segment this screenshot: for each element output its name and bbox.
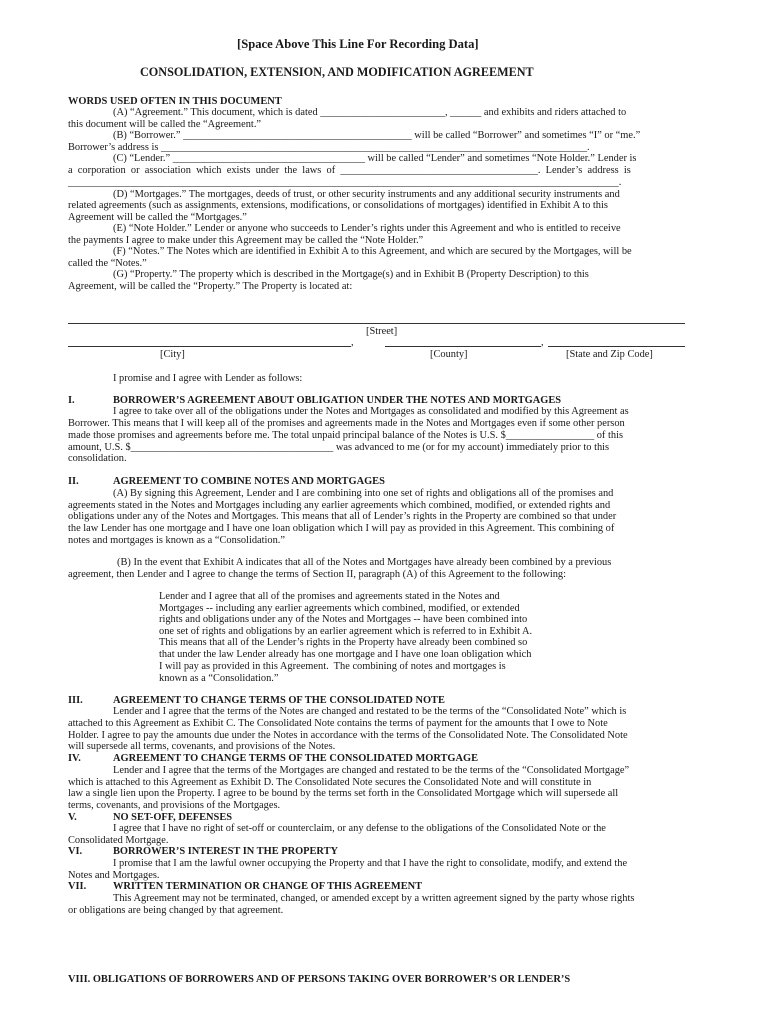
section-4-text: which is attached to this Agreement as Exhibit D. The Consolidated Note secures the Consolidated Note and will constitute in	[68, 777, 592, 788]
section-2b-quote: This means that all of the Lender’s rights in the Property have already been combined so	[159, 637, 528, 648]
section-2b-quote: Lender and I agree that all of the promises and agreements stated in the Notes and	[159, 591, 500, 602]
section-2a-text: obligations under any of the Notes and Mortgages. This means that all of Lender’s rights in the Property are combined so that under	[68, 511, 617, 522]
def-lender-laws: a corporation or association which exists under the laws of ______________________________________. Lender’s address is	[68, 165, 631, 176]
def-mortgages-cont2: Agreement will be called the “Mortgages.”	[68, 212, 247, 223]
section-2a-text: notes and mortgages is known as a “Consolidation.”	[68, 535, 286, 546]
section-3-text: Lender and I agree that the terms of the Notes are changed and restated to be the terms of the “Consolidated Note” which is	[113, 706, 627, 717]
city-label: [City]	[160, 349, 185, 360]
def-notes-cont: called the “Notes.”	[68, 258, 147, 269]
street-line	[68, 323, 685, 324]
def-note-holder-cont: the payments I agree to make under this Agreement may be called the “Note Holder.”	[68, 235, 424, 246]
def-borrower-address: Borrower’s address is __________________________________________________________________________________.	[68, 142, 590, 153]
section-2b-text: (B) In the event that Exhibit A indicates that all of the Notes and Mortgages have already been combined by a previous	[117, 557, 612, 568]
promise-text: I promise and I agree with Lender as follows:	[113, 373, 303, 384]
section-5-text: Consolidated Mortgage.	[68, 835, 169, 846]
def-borrower: (B) “Borrower.” ____________________________________________ will be called “Borrower” and sometimes “I” or “me.”	[113, 130, 641, 141]
section-2-number: II.	[68, 476, 79, 487]
section-2-title: AGREEMENT TO COMBINE NOTES AND MORTGAGES	[113, 476, 385, 487]
section-1-text: amount, U.S. $_______________________________________ was advanced to me (or for my account) immediately prior to this	[68, 442, 610, 453]
section-7-number: VII.	[68, 881, 87, 892]
section-2b-quote: one set of rights and obligations by an earlier agreement which is referred to in Exhibit A.	[159, 626, 533, 637]
section-3-text: will supersede all terms, covenants, and provisions of the Notes.	[68, 741, 336, 752]
county-comma: ,	[541, 337, 544, 348]
section-4-number: IV.	[68, 753, 81, 764]
section-2a-text: (A) By signing this Agreement, Lender and I are combining into one set of rights and obligations all of the promises and	[113, 488, 614, 499]
section-1-title: BORROWER’S AGREEMENT ABOUT OBLIGATION UNDER THE NOTES AND MORTGAGES	[113, 395, 562, 406]
section-2b-quote: rights and obligations under any of the Notes and Mortgages -- have been combined into	[159, 614, 528, 625]
section-7-title: WRITTEN TERMINATION OR CHANGE OF THIS AGREEMENT	[113, 881, 423, 892]
state-zip-label: [State and Zip Code]	[566, 349, 653, 360]
def-lender: (C) “Lender.” _____________________________________ will be called “Lender” and sometimes “Note Holder.” Lender is	[113, 153, 637, 164]
definitions-heading: WORDS USED OFTEN IN THIS DOCUMENT	[68, 96, 282, 107]
street-label: [Street]	[366, 326, 398, 337]
def-mortgages: (D) “Mortgages.” The mortgages, deeds of trust, or other security instruments and any additional security instruments and	[113, 189, 620, 200]
section-3-number: III.	[68, 695, 83, 706]
section-4-text: terms, covenants, and provisions of the Mortgages.	[68, 800, 281, 811]
def-lender-address: __________________________________________________________________________________________________________.	[68, 177, 622, 188]
def-notes: (F) “Notes.” The Notes which are identified in Exhibit A to this Agreement, and which are secured by the Mortgages, will be	[113, 246, 632, 257]
section-2b-text: agreement, then Lender and I agree to change the terms of Section II, paragraph (A) of this Agreement to the following:	[68, 569, 566, 580]
state-zip-line	[548, 346, 685, 347]
section-6-title: BORROWER’S INTEREST IN THE PROPERTY	[113, 846, 339, 857]
city-line	[68, 346, 351, 347]
document-title: CONSOLIDATION, EXTENSION, AND MODIFICATION AGREEMENT	[140, 65, 534, 79]
city-comma: ,	[351, 337, 354, 348]
section-4-title: AGREEMENT TO CHANGE TERMS OF THE CONSOLIDATED MORTGAGE	[113, 753, 479, 764]
section-7-text: This Agreement may not be terminated, changed, or amended except by a written agreement signed by the party whose rights	[113, 893, 635, 904]
section-3-title: AGREEMENT TO CHANGE TERMS OF THE CONSOLIDATED NOTE	[113, 695, 445, 706]
section-3-text: Holder. I agree to pay the amounts due under the Notes in accordance with the terms of the Consolidated Note. The Consolidated Note	[68, 730, 628, 741]
def-agreement: (A) “Agreement.” This document, which is dated ________________________, ______ and exhibits and riders attached to	[113, 107, 627, 118]
section-4-text: law a single lien upon the Property. I agree to be bound by the terms set forth in the Consolidated Mortgage which will supersede all	[68, 788, 619, 799]
def-agreement-cont: this document will be called the “Agreement.”	[68, 119, 262, 130]
section-2b-quote: that under the law Lender already has one mortgage and I have one loan obligation which	[159, 649, 532, 660]
section-2b-quote: Mortgages -- including any earlier agreements which combined, modified, or extended	[159, 603, 520, 614]
def-mortgages-cont1: related agreements (such as assignments, extensions, modifications, or consolidations of mortgages) identified in Exhibit A to this	[68, 200, 608, 211]
section-2b-quote: known as a “Consolidation.”	[159, 673, 279, 684]
def-property-cont: Agreement, will be called the “Property.” The Property is located at:	[68, 281, 353, 292]
section-3-text: attached to this Agreement as Exhibit C. The Consolidated Note contains the terms of payment for the amounts that I owe to Note	[68, 718, 608, 729]
section-1-text: Borrower. This means that I will keep all of the promises and agreements made in the Notes and Mortgages even if some other person	[68, 418, 625, 429]
section-1-number: I.	[68, 395, 75, 406]
section-6-number: VI.	[68, 846, 83, 857]
recording-header: [Space Above This Line For Recording Data]	[237, 37, 479, 51]
def-note-holder: (E) “Note Holder.” Lender or anyone who succeeds to Lender’s rights under this Agreement and who is entitled to receive	[113, 223, 621, 234]
section-5-number: V.	[68, 812, 77, 823]
section-1-text: made those promises and agreements before me. The total unpaid principal balance of the Notes is U.S. $_________________ of this	[68, 430, 624, 441]
section-6-text: Notes and Mortgages.	[68, 870, 160, 881]
section-2b-quote: I will pay as provided in this Agreement. The combining of notes and mortgages is	[159, 661, 506, 672]
county-label: [County]	[430, 349, 468, 360]
section-6-text: I promise that I am the lawful owner occupying the Property and that I have the right to consolidate, modify, and extend the	[113, 858, 628, 869]
def-property: (G) “Property.” The property which is described in the Mortgage(s) and in Exhibit B (Property Description) to this	[113, 269, 589, 280]
section-1-text: consolidation.	[68, 453, 127, 464]
section-5-text: I agree that I have no right of set-off or counterclaim, or any defense to the obligations of the Consolidated Note or the	[113, 823, 606, 834]
county-line	[385, 346, 541, 347]
section-7-text: or obligations are being changed by that agreement.	[68, 905, 284, 916]
section-8-title: VIII. OBLIGATIONS OF BORROWERS AND OF PERSONS TAKING OVER BORROWER’S OR LENDER’S	[68, 974, 571, 985]
section-1-text: I agree to take over all of the obligations under the Notes and Mortgages as consolidated and modified by this Agreement as	[113, 406, 629, 417]
section-5-title: NO SET-OFF, DEFENSES	[113, 812, 233, 823]
section-4-text: Lender and I agree that the terms of the Mortgages are changed and restated to be the terms of the “Consolidated Mortgage”	[113, 765, 630, 776]
section-2a-text: agreements stated in the Notes and Mortgages including any earlier agreements which combined, modified, or extended rights and	[68, 500, 611, 511]
section-2a-text: the law Lender has one mortgage and I have one loan obligation which I will pay as provided in this Agreement. This combining of	[68, 523, 615, 534]
